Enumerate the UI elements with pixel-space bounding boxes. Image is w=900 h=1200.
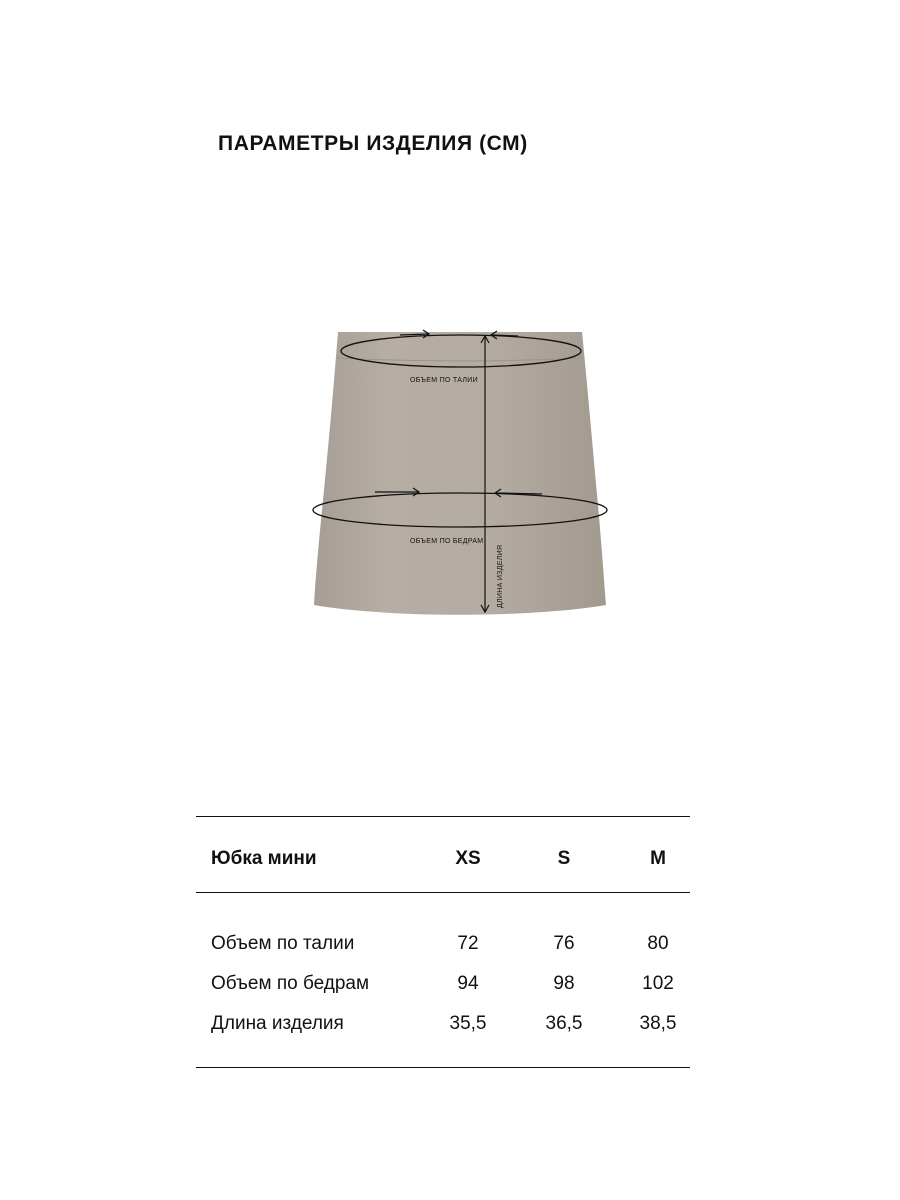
row-label-hips: Объем по бедрам	[211, 973, 370, 994]
hips-label: ОБЪЕМ ПО БЕДРАМ	[410, 538, 484, 545]
length-label: ДЛИНА ИЗДЕЛИЯ	[497, 544, 504, 608]
table-product-name: Юбка мини	[211, 848, 317, 869]
table-cell: 38,5	[639, 1013, 677, 1034]
table-cell: 36,5	[545, 1013, 583, 1034]
table-top-rule	[196, 816, 690, 817]
skirt-measurement-diagram	[280, 240, 635, 710]
page-title: ПАРАМЕТРЫ ИЗДЕЛИЯ (СМ)	[218, 132, 528, 155]
table-cell: 72	[457, 933, 479, 954]
size-header-xs: XS	[455, 848, 481, 869]
size-header-m: M	[650, 848, 666, 869]
waist-label: ОБЪЕМ ПО ТАЛИИ	[410, 377, 478, 384]
table-cell: 35,5	[449, 1013, 487, 1034]
skirt-shape	[314, 332, 606, 615]
table-cell: 94	[457, 973, 479, 994]
table-bottom-rule	[196, 1067, 690, 1068]
size-header-s: S	[557, 848, 571, 869]
row-label-length: Длина изделия	[211, 1013, 344, 1034]
table-cell: 80	[647, 933, 669, 954]
table-cell: 98	[553, 973, 575, 994]
row-label-waist: Объем по талии	[211, 933, 355, 954]
table-header-rule	[196, 892, 690, 893]
table-cell: 76	[553, 933, 575, 954]
table-cell: 102	[642, 973, 674, 994]
